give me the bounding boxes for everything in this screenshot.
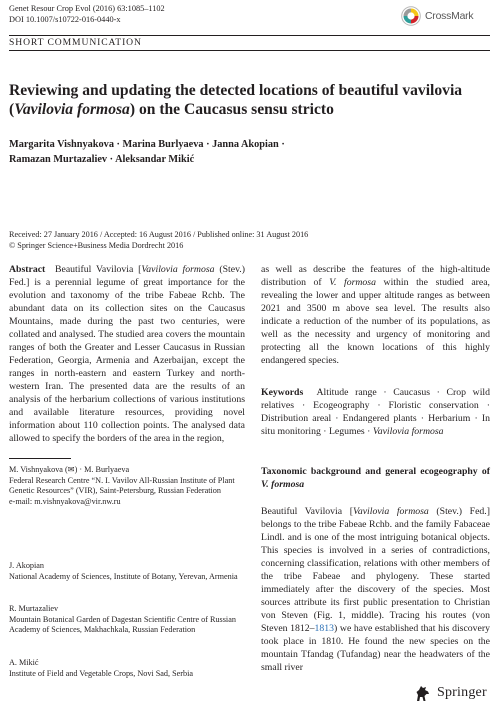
abstract-continuation: as well as describe the features of the high-altitude distribution of V. formosa within the studied area, revealing the lower and upper altitude ranges as between 2021 and 3500 m above sea level. The results also indicate a reduction of the number of its populations, as well as the necessity and urgency of monitoring and protecting all the known locations of this highly endangered species. bbox=[261, 264, 490, 366]
header-rule-top bbox=[9, 35, 490, 36]
doi-line: DOI 10.1007/s10722-016-0440-x bbox=[9, 14, 121, 24]
affiliation-novi-sad: A. Mikić Institute of Field and Vegetable Crops, Novi Sad, Serbia bbox=[9, 658, 194, 678]
crossmark-icon bbox=[401, 6, 421, 26]
abstract-text: Abstract Beautiful Vavilovia [Vavilovia formosa (Stev.) Fed.] is a perennial legume of great importance for the evolution and taxonomy of the tribe Fabeae Rchb. The abundant data on its collection sites on the Caucasus Mountains, made during the past two centuries, were collated and analysed. The studied area covers the mountain ranges of both the Greater and Lesser Caucasus in Russian Federation, Georgia, Armenia and Azerbaijan, except the ranges in north-eastern and eastern Turkey and north-western Iran. The presented data are the results of an analysis of the herbarium collections of various institutions and available literature resources, providing novel information about 110 collection points. The analysed data allowed to specify the borders of the area in the region, bbox=[9, 264, 245, 444]
abstract-label: Abstract bbox=[9, 264, 46, 275]
reference-link-1813[interactable]: 1813 bbox=[314, 623, 335, 634]
crossmark-badge[interactable] bbox=[401, 5, 489, 27]
authors-line-2: Ramazan Murtazaliev · Aleksandar Mikić bbox=[9, 154, 195, 165]
journal-citation: Genet Resour Crop Evol (2016) 63:1085–1102 bbox=[9, 4, 165, 13]
section-body: Beautiful Vavilovia [Vavilovia formosa (Stev.) Fed.] belongs to the tribe Fabeae Rchb. and the family Fabaceae Lindl. and is one of the most intriguing botanical objects. This species is involved in a series of contradictions, concerning classification, relations with other members of the tribe Fabeae and phylogeny. These started immediately after the discovery of the species. Most sources attribute its first public presentation to Christian von Steven (Fig. 1, middle). Tracing his routes (von Steven 1812–1813) we have established that his discovery took place in 1810. He found the new species on the mountain Tfandag (Tufandag) near the headwaters of the small river bbox=[261, 506, 490, 673]
crossmark-label: CrossMark bbox=[425, 10, 474, 22]
springer-logo bbox=[413, 683, 487, 703]
corresponding-email: e-mail: m.vishnyakova@vir.nw.ru bbox=[9, 497, 121, 507]
publisher-name: Springer bbox=[437, 685, 487, 700]
authors-line-1: Margarita Vishnyakova · Marina Burlyaeva · Janna Akopian · bbox=[9, 139, 285, 150]
keywords-block: Keywords Altitude range · Caucasus · Crop wild relatives · Ecogeography · Floristic conservation · Distribution areal · Endangered plants · Herbarium · In situ monitoring · Legumes · Vavilovia formosa bbox=[261, 387, 490, 437]
header-rule-bottom bbox=[9, 50, 490, 51]
article-title: Reviewing and updating the detected locations of beautiful vavilovia (Vavilovia formosa) on the Caucasus sensu stricto bbox=[9, 82, 463, 118]
publication-dates bbox=[9, 229, 308, 251]
keywords-label: Keywords bbox=[261, 387, 304, 398]
affiliation-armenia: J. Akopian National Academy of Sciences, Institute of Botany, Yerevan, Armenia bbox=[9, 561, 238, 581]
copyright-notice: © Springer Science+Business Media Dordrecht 2016 bbox=[9, 241, 184, 250]
affiliation-dagestan: R. Murtazaliev Mountain Botanical Garden of Dagestan Scientific Centre of Russian Academy of Sciences, Makhachkala, Russian Federation bbox=[9, 604, 236, 635]
affiliation-vir: M. Vishnyakova (✉) · M. Burlyaeva Federal Research Centre “N. I. Vavilov All-Russian Institute of Plant Genetic Resources” (VIR), Saint-Petersburg, Russian Federation e-mail: m.vishnyakova@vir.nw.ru bbox=[9, 465, 245, 508]
section-heading: Taxonomic background and general ecogeography of V. formosa bbox=[261, 466, 490, 490]
springer-horse-icon bbox=[413, 683, 433, 703]
section-type-label: SHORT COMMUNICATION bbox=[9, 37, 142, 48]
author-list bbox=[9, 137, 479, 167]
footnote-rule bbox=[9, 458, 71, 459]
received-accepted-dates: Received: 27 January 2016 / Accepted: 16 August 2016 / Published online: 31 August 2016 bbox=[9, 230, 309, 239]
